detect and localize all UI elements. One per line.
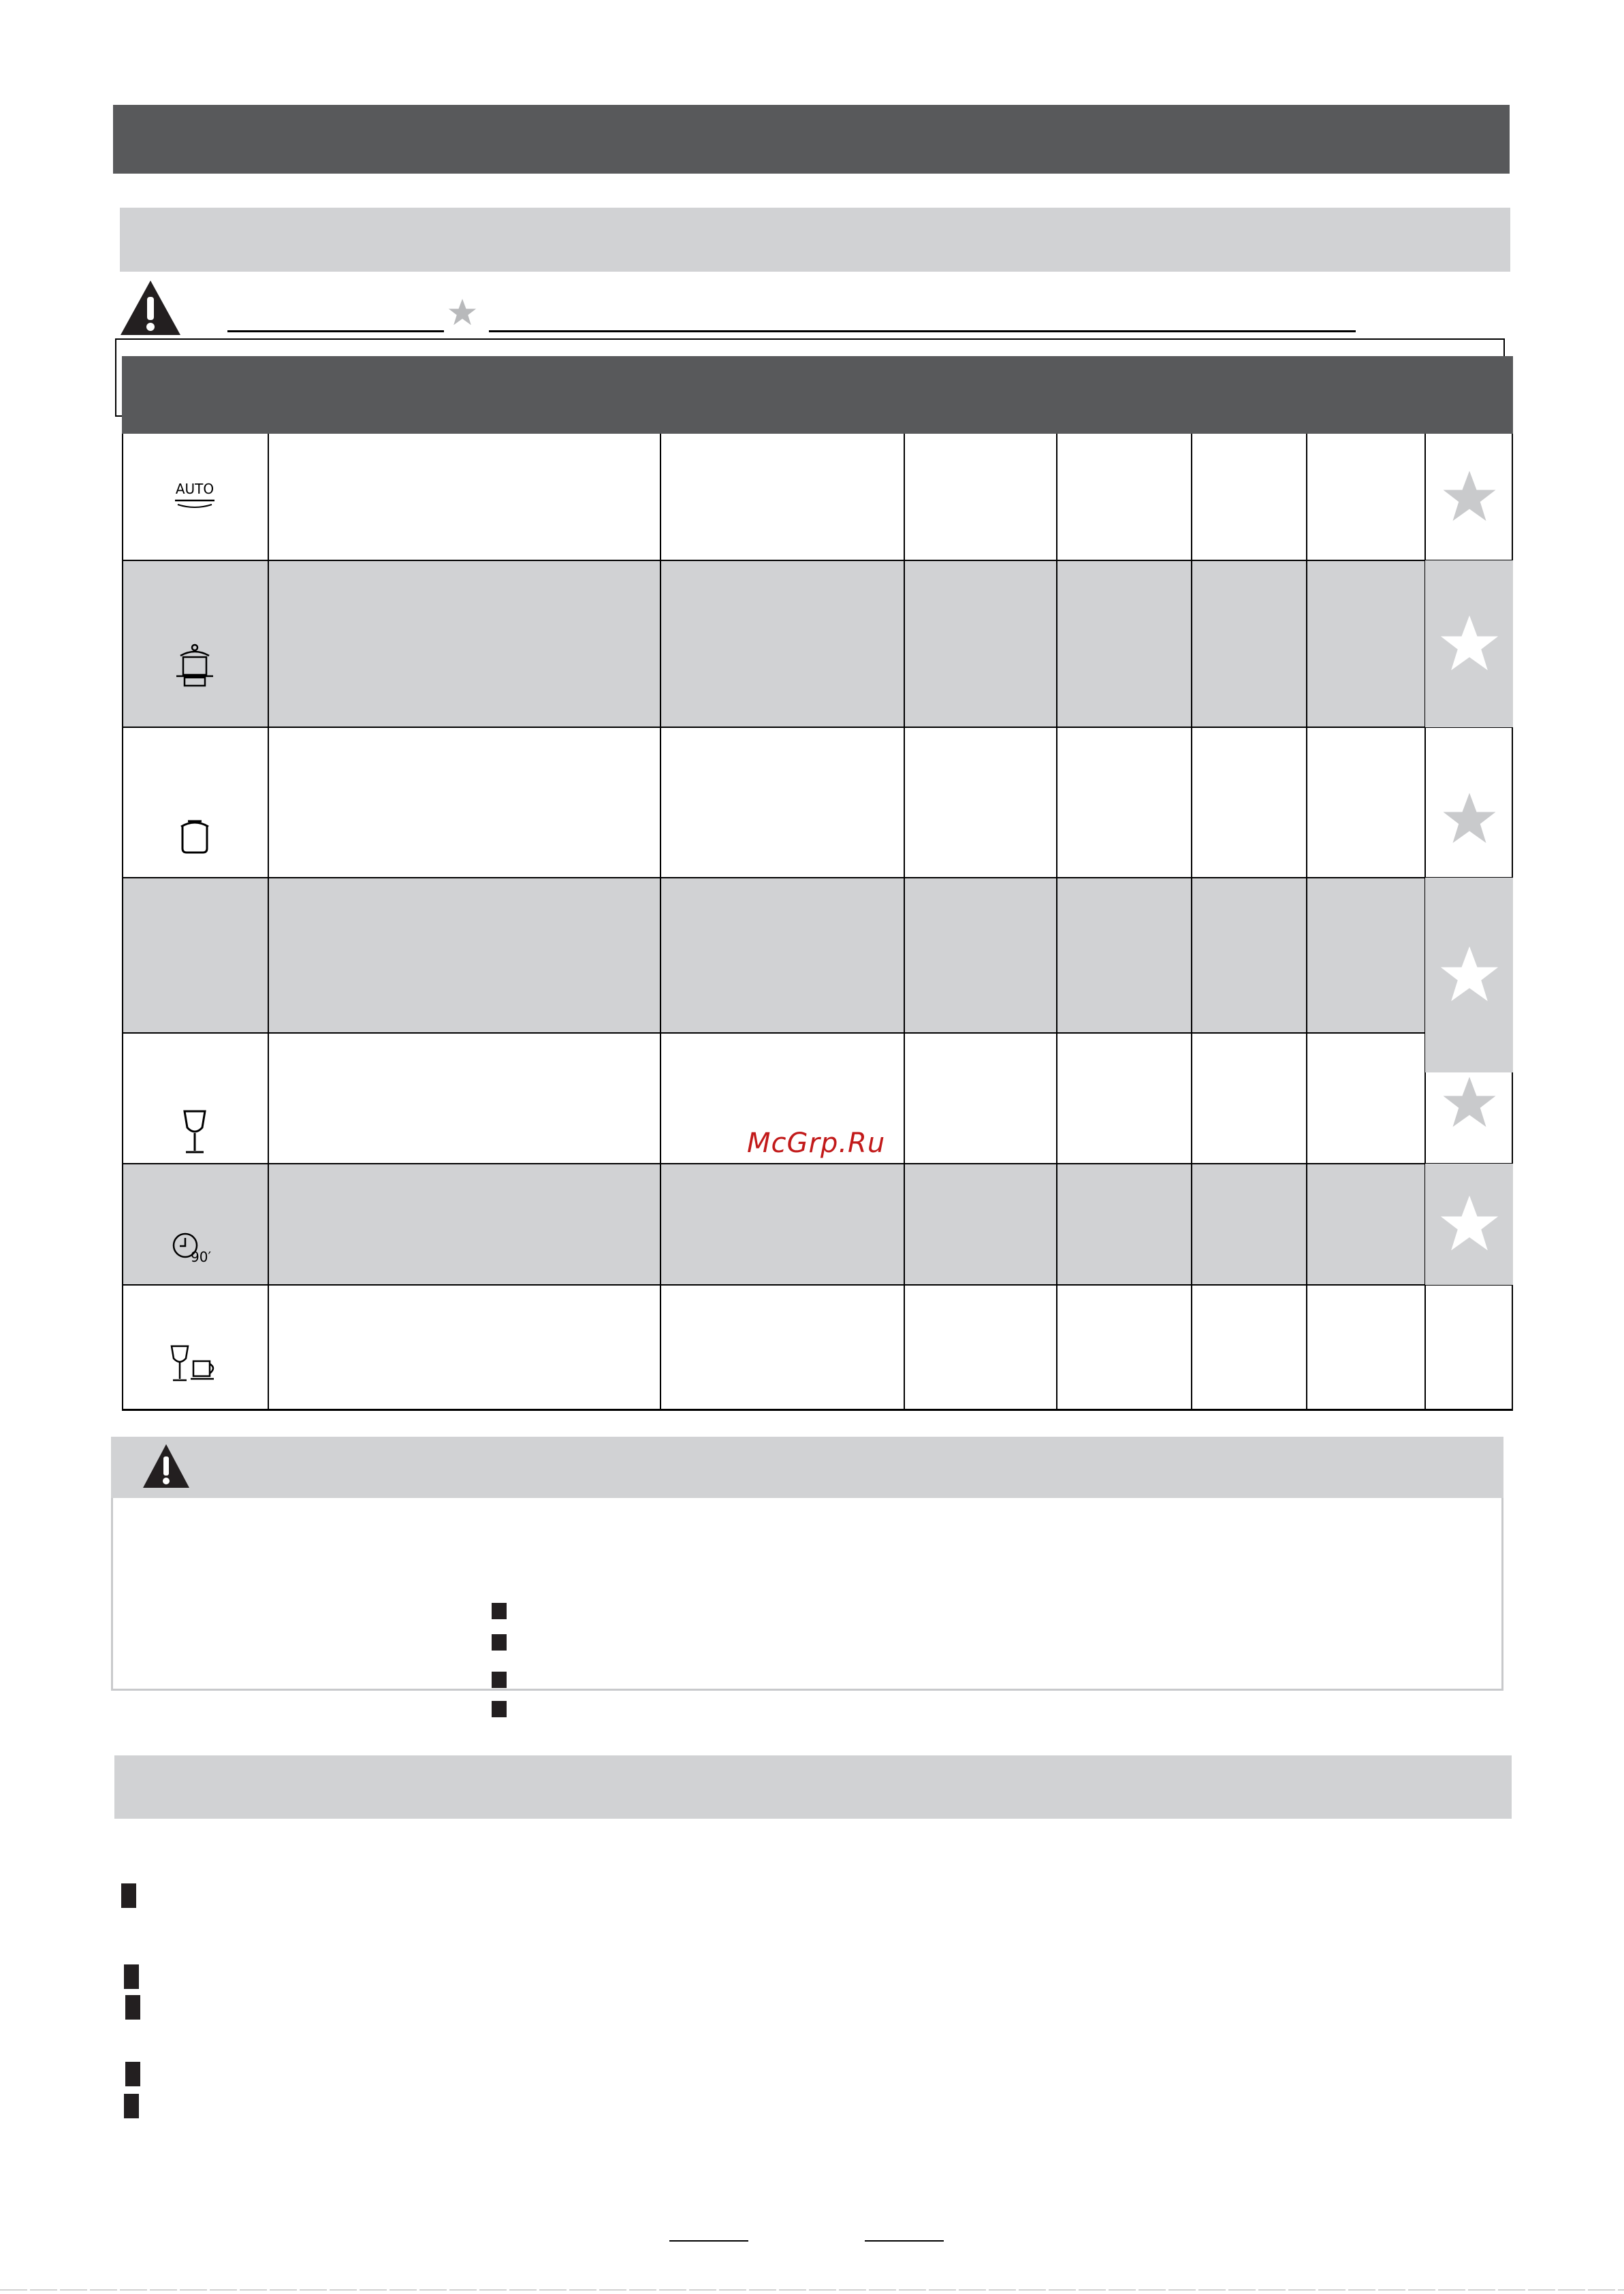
bullet-marker: [492, 1672, 507, 1688]
row-divider: [122, 560, 1513, 561]
row-divider: [122, 877, 1513, 878]
bullet-marker: [124, 1964, 139, 1989]
page-title-bar: [113, 105, 1510, 174]
table-row: [122, 727, 1513, 878]
auto-icon-label: AUTO: [175, 481, 214, 497]
table-row: [122, 434, 1513, 560]
warning-underline-right: [489, 330, 1356, 332]
star-icon: [1425, 1033, 1513, 1173]
bullet-marker: [492, 1701, 507, 1717]
table-bottom-rule: [122, 1409, 1513, 1411]
glass-and-cup-icon: [122, 1296, 268, 1432]
intensive-pot-icon: [122, 594, 268, 744]
footer-rule-left: [669, 2240, 748, 2242]
column-divider: [660, 434, 661, 1410]
row-divider: [122, 1284, 1513, 1286]
star-icon: [1425, 560, 1513, 727]
star-icon: [447, 298, 477, 328]
watermark-text: McGrp.Ru: [747, 1128, 886, 1159]
clock-90-label: 90′: [191, 1249, 211, 1265]
warning-triangle-icon: [119, 279, 182, 336]
star-icon: [1425, 434, 1513, 560]
column-divider: [268, 434, 269, 1410]
bullet-marker: [125, 1995, 140, 2020]
bullet-marker: [124, 2094, 139, 2118]
table-row: [122, 1285, 1513, 1410]
table-header-row: [122, 356, 1513, 434]
section-heading-bar: [114, 1755, 1512, 1819]
row-divider: [122, 727, 1513, 728]
bullet-marker: [121, 1883, 136, 1908]
table-row: [122, 1164, 1513, 1285]
section-heading-bar: [120, 208, 1510, 272]
program-table: [122, 356, 1513, 1410]
row-divider: [122, 1163, 1513, 1164]
column-divider: [1191, 434, 1192, 1410]
warning-note-body: [111, 1498, 1503, 1691]
column-divider: [1306, 434, 1307, 1410]
column-divider: [1056, 434, 1057, 1410]
table-row: [122, 560, 1513, 727]
column-divider: [904, 434, 905, 1410]
star-icon: [1425, 1164, 1513, 1285]
bullet-marker: [125, 2062, 140, 2086]
warning-note-header: [111, 1437, 1503, 1498]
warning-triangle-icon: [142, 1443, 191, 1489]
table-row: [122, 878, 1513, 1033]
bullet-marker: [492, 1634, 507, 1651]
row-divider: [122, 1032, 1513, 1034]
footer-rule-right: [865, 2240, 944, 2242]
bullet-marker: [492, 1603, 507, 1619]
warning-note-box: [111, 1437, 1503, 1691]
page-bottom-edge: [0, 2289, 1624, 2291]
eco-program-icon: [122, 878, 268, 1033]
warning-underline-left: [227, 330, 444, 332]
auto-program-icon: [122, 434, 268, 560]
